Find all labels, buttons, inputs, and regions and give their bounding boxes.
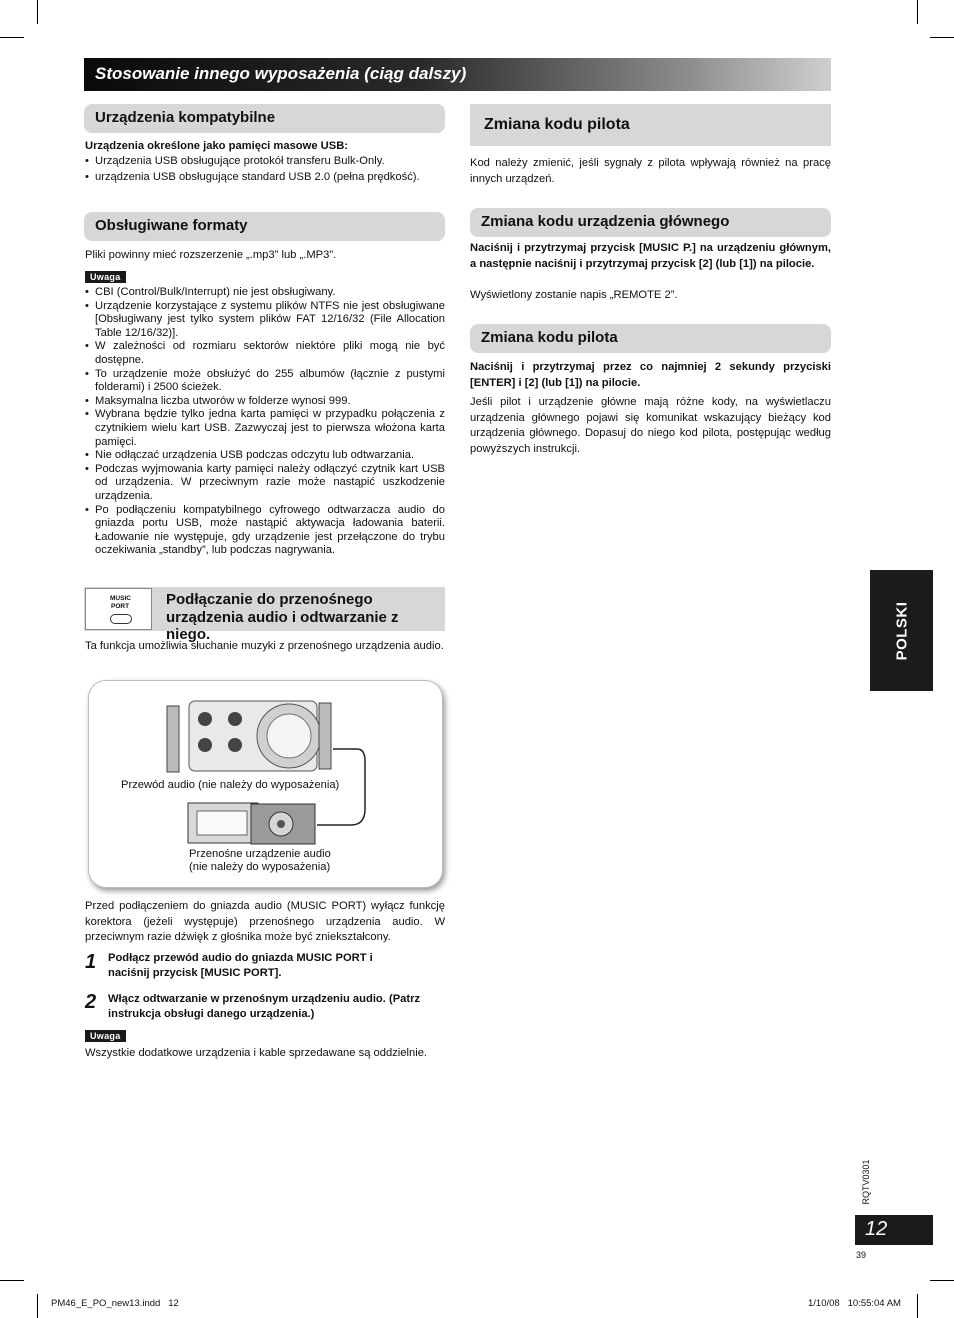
remote-result: Jeśli pilot i urządzenie główne mają różne kody, na wyświetlaczu urządzenia głównego pojawi się komunikat wskazujący bieżący kod urządzenia głównego. Dopasuj do niego kod pilota, postępując według powyższych instrukcji.: [470, 396, 831, 456]
page-title-bar: [84, 58, 831, 91]
footer-file: PM46_E_PO_new13.indd 12: [51, 1298, 179, 1309]
step-text: Podłącz przewód audio do gniazda MUSIC PORT i naciśnij przycisk [MUSIC PORT].: [108, 952, 373, 979]
page-title: Stosowanie innego wyposażenia (ciąg dalszy): [95, 64, 467, 83]
formats-list: [85, 286, 445, 558]
language-tab: POLSKI: [870, 570, 933, 691]
note-badge: Uwaga: [85, 271, 126, 283]
list-item: • CBI (Control/Bulk/Interrupt) nie jest obsługiwany.: [85, 286, 445, 300]
section-remote-heading: Zmiana kodu pilota: [470, 324, 831, 353]
remote-code-heading: Zmiana kodu pilota: [470, 104, 831, 146]
jack-shape: [110, 614, 132, 624]
cable-label: Przewód audio (nie należy do wyposażenia): [121, 779, 340, 791]
device-label-2: (nie należy do wyposażenia): [189, 861, 331, 873]
crop-mark: [37, 0, 38, 24]
connection-diagram: [88, 680, 443, 888]
portable-note: Wszystkie dodatkowe urządzenia i kable sprzedawane są oddzielnie.: [85, 1047, 428, 1059]
section-formats-heading: Obsługiwane formaty: [84, 212, 445, 241]
crop-mark: [917, 0, 918, 24]
note-badge: Uwaga: [85, 1030, 126, 1042]
device-label-1: Przenośne urządzenie audio: [189, 848, 331, 860]
page-sub-number: 39: [856, 1250, 867, 1260]
step-number: 2: [85, 991, 97, 1013]
section-main-unit-heading: Zmiana kodu urządzenia głównego: [470, 208, 831, 237]
step-number: 1: [85, 951, 97, 973]
remote-instruction: Naciśnij i przytrzymaj przez co najmniej 2 sekundy przyciski [ENTER] i [2] (lub [1]) na pilocie.: [470, 361, 831, 389]
crop-mark: [930, 1280, 954, 1281]
footer-timestamp: 1/10/08 10:55:04 AM: [808, 1298, 901, 1309]
music-port-icon: MUSIC PORT: [85, 588, 152, 630]
portable-intro: Ta funkcja umożliwia słuchanie muzyki z przenośnego urządzenia audio.: [85, 640, 444, 652]
list-item: • To urządzenie może obsłużyć do 255 albumów (łącznie z pustymi folderami) i 2500 ścieżek.: [85, 368, 445, 395]
crop-mark: [0, 37, 24, 38]
crop-mark: [930, 37, 954, 38]
section-portable-heading: [84, 587, 445, 643]
list-item: • Podczas wyjmowania karty pamięci należy odłączyć czytnik kart USB od urządzenia. W przeciwnym razie może nastąpić uszkodzenie urządzenia.: [85, 463, 445, 504]
crop-mark: [0, 1280, 24, 1281]
step-text: Włącz odtwarzanie w przenośnym urządzeniu audio. (Patrz instrukcja obsługi danego urządzenia.): [108, 993, 421, 1020]
list-item: • Maksymalna liczba utworów w folderze wynosi 999.: [85, 395, 445, 409]
section-compatible-heading: Urządzenia kompatybilne: [84, 104, 445, 133]
main-unit-result: Wyświetlony zostanie napis „REMOTE 2”.: [470, 289, 678, 301]
list-item: • Urządzenie korzystające z systemu plików NTFS nie jest obsługiwane [Obsługiwany jest tylko system plików FAT 12/16/32 (File Allocation Table 12/16/32)].: [85, 300, 445, 341]
list-item: • Nie odłączać urządzenia USB podczas odczytu lub odtwarzania.: [85, 449, 445, 463]
list-item: • Urządzenia USB obsługujące protokół transferu Bulk-Only.: [85, 155, 445, 169]
page-number-box: 12: [855, 1215, 933, 1245]
portable-heading-line1: Podłączanie do przenośnego: [166, 591, 373, 608]
portable-heading-line2: urządzenia audio i odtwarzanie z niego.: [166, 609, 399, 643]
crop-mark: [917, 1294, 918, 1318]
crop-mark: [37, 1294, 38, 1318]
portable-warning: Przed podłączeniem do gniazda audio (MUSIC PORT) wyłącz funkcję korektora (jeżeli występuje) przenośnego urządzenia audio. W przeciwnym razie dźwięk z głośnika może być zniekształcony.: [85, 900, 445, 943]
list-item: • W zależności od rozmiaru sektorów niektóre pliki mogą nie być dostępne.: [85, 340, 445, 367]
list-item: • Po podłączeniu kompatybilnego cyfrowego odtwarzacza audio do gniazda portu USB, może nastąpić aktywacja ładowania baterii. Ładowanie nie występuje, gdy urządzenie jest przełączone do trybu oczekiwania „standby”, lub podczas nagrywania.: [85, 504, 445, 558]
list-item: • urządzenia USB obsługujące standard USB 2.0 (pełna prędkość).: [85, 171, 445, 185]
compatible-intro: Urządzenia określone jako pamięci masowe USB:: [85, 140, 348, 152]
formats-intro: Pliki powinny mieć rozszerzenie „.mp3” lub „.MP3”.: [85, 249, 337, 261]
main-unit-instruction: Naciśnij i przytrzymaj przycisk [MUSIC P.] na urządzeniu głównym, a następnie naciśnij i przytrzymaj przycisk [2] (lub [1]) na pilocie.: [470, 242, 831, 270]
compatible-list: [85, 155, 445, 184]
doc-code: RQTV0301: [861, 1159, 871, 1205]
remote-intro: Kod należy zmienić, jeśli sygnały z pilota wpływają również na pracę innych urządzeń.: [470, 157, 831, 185]
list-item: • Wybrana będzie tylko jedna karta pamięci w przypadku połączenia z czytnikiem wielu kart USB. Zazwyczaj jest to pierwsza włożona karta pamięci.: [85, 408, 445, 449]
